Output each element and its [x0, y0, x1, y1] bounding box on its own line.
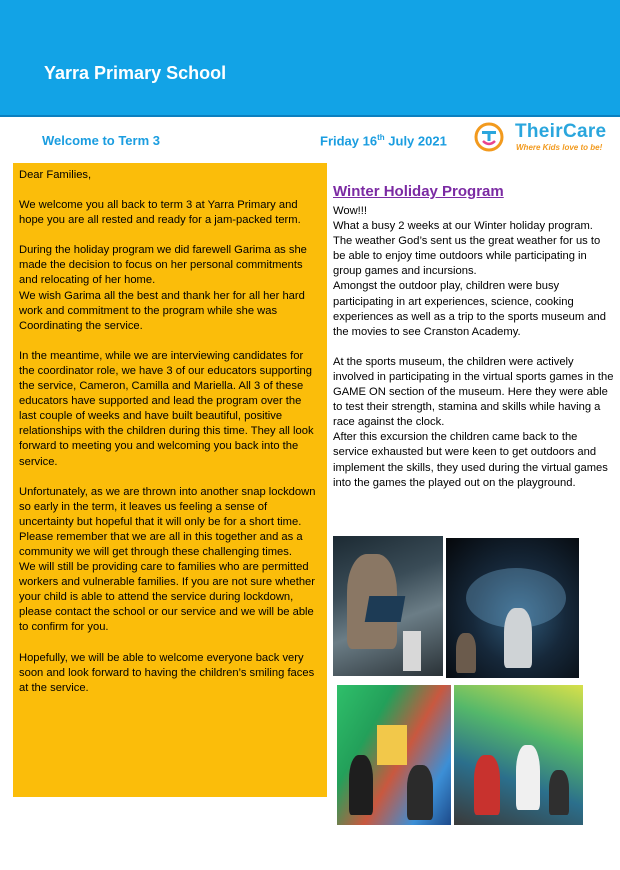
letter-paragraph: Hopefully, we will be able to welcome everyone back very soon and look forward to having the children’s smiling faces at the service.	[19, 651, 315, 694]
letter-paragraph: In the meantime, while we are interviewing candidates for the coordinator role, we have 3 of our educators supporting the service, Cameron, Camilla and Mariella. All 3 of these educators have supported and lead the program over the last couple of weeks and have built beautiful, positive relationships with the children during this time. They all look forward to meeting you and welcoming you back into the service.	[19, 349, 314, 468]
holiday-paragraph: After this excursion the children came back to the service exhausted but were keen to get outdoors and implement the skills, they used during the virtual games into the games the played out on the playground.	[333, 431, 608, 489]
photo-interactive-floor	[446, 538, 579, 678]
holiday-paragraph: The weather God’s sent us the great weather for us to be able to enjoy time outdoors while participating in group games and incursions.	[333, 235, 601, 278]
holiday-paragraph: What a busy 2 weeks at our Winter holiday program.	[333, 220, 593, 233]
newsletter-date: Friday 16th July 2021	[320, 133, 447, 149]
letter-paragraph: We welcome you all back to term 3 at Yarra Primary and hope you are all rested and ready for a jam-packed term.	[19, 199, 301, 227]
header-banner	[0, 0, 620, 117]
logo-name: TheirCare	[515, 121, 607, 142]
holiday-section	[333, 182, 615, 491]
theircare-logo	[474, 120, 620, 156]
letter-paragraph: We wish Garima all the best and thank her for all her hard work and commitment to the program while she was Coordinating the service.	[19, 289, 305, 332]
welcome-heading: Welcome to Term 3	[42, 133, 160, 148]
letter-paragraph: Unfortunately, as we are thrown into another snap lockdown so early in the term, it leaves us feeling a sense of uncertainty but hopeful that it will only be for a short time. Please remember that we are all in this together and as a community we will get through these challenging times.	[19, 485, 316, 558]
letter-panel	[13, 163, 327, 797]
letter-paragraph: During the holiday program we did farewell Garima as she made the decision to focus on her personal commitments and relocating of her home.	[19, 244, 307, 287]
letter-greeting: Dear Families,	[19, 169, 92, 181]
photo-game-room	[454, 685, 583, 825]
holiday-paragraph: Amongst the outdoor play, children were busy participating in art experiences, science, cooking experiences as well as a trip to the sports museum and the movies to see Cranston Academy.	[333, 280, 606, 338]
holiday-paragraph: Wow!!!	[333, 205, 367, 217]
school-name: Yarra Primary School	[44, 63, 227, 83]
logo-tagline: Where Kids love to be!	[516, 143, 603, 152]
theircare-logo-icon	[474, 122, 504, 152]
holiday-paragraph: At the sports museum, the children were actively involved in participating in the virtual sports games in the GAME ON section of the museum. Here they were able to test their strength, stamina and skills while having a race against the clock.	[333, 355, 614, 429]
photo-museum-screen	[333, 536, 443, 676]
letter-paragraph: We will still be providing care to families who are permitted workers and vulnerable families. If you are not sure whether your child is able to attend the service during lockdown, please contact the school or our service and we will be able to confirm for you.	[19, 561, 315, 634]
holiday-title: Winter Holiday Program	[333, 183, 504, 200]
photo-coloured-room	[337, 685, 451, 825]
